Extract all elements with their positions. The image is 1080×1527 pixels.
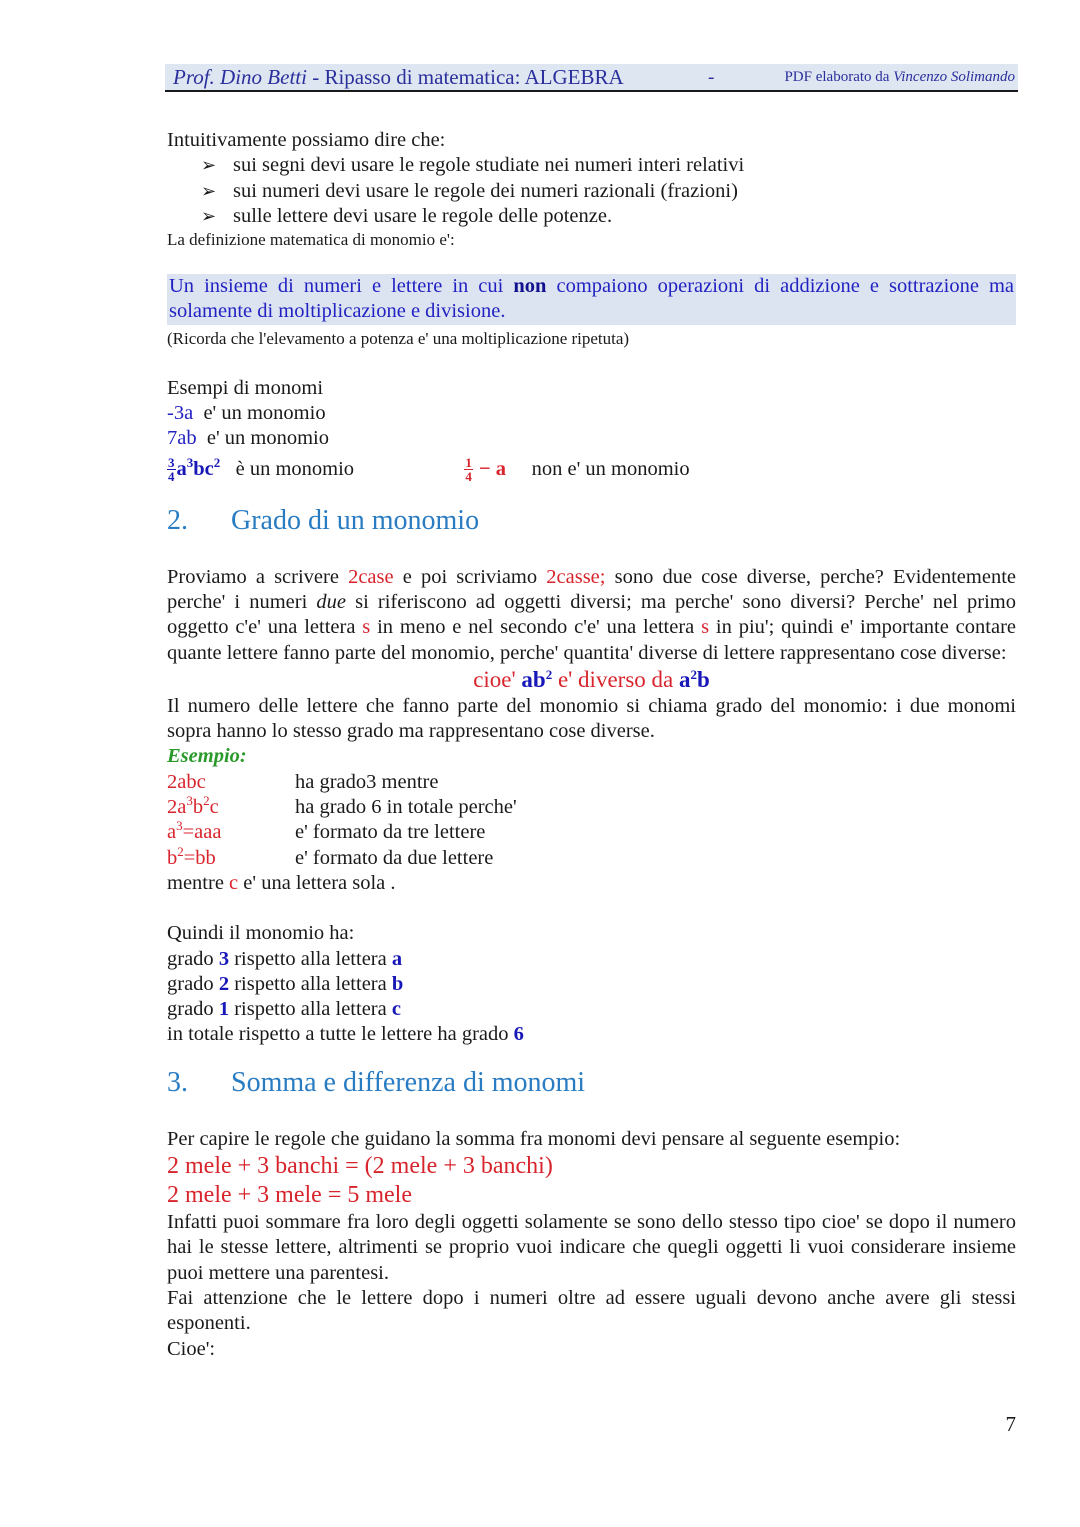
example-expr: -3a xyxy=(167,402,194,425)
example-row xyxy=(167,843,1016,871)
header-credit-prefix: PDF elaborato da xyxy=(784,69,890,85)
paragraph: Per capire le regole che guidano la somma fra monomi devi pensare al seguente esempio: xyxy=(167,1127,901,1150)
definition-text-2: compaiono operazioni di addizione e sottrazione ma solamente di moltiplicazione e divisione. xyxy=(169,275,1014,323)
grade-row: grado 3 rispetto alla lettera a xyxy=(167,947,403,970)
fraction-numerator: 1 xyxy=(465,455,472,471)
example-text: e' formato da tre lettere xyxy=(295,821,486,844)
definition-bold: non xyxy=(513,275,547,298)
header-credit xyxy=(784,69,1015,86)
arrow-bullet-icon: ➢ xyxy=(201,180,217,201)
paragraph: Cioe': xyxy=(167,1337,216,1360)
example-row xyxy=(167,770,1016,795)
definition-lead: La definizione matematica di monomio e': xyxy=(167,230,455,250)
section-number: 3. xyxy=(167,1066,188,1098)
example-row xyxy=(167,426,1016,451)
example-text: e' un monomio xyxy=(206,427,329,450)
example-row xyxy=(167,454,1016,484)
definition-box xyxy=(167,274,1016,325)
variable: bc xyxy=(193,457,214,480)
grade-row: grado 2 rispetto alla lettera b xyxy=(167,972,404,995)
intro-bullet xyxy=(201,153,1016,178)
exponent: 2 xyxy=(545,666,553,682)
fraction-denominator: 4 xyxy=(168,469,175,485)
example-row xyxy=(167,401,1016,426)
header-credit-name: Vincenzo Solimando xyxy=(893,69,1015,85)
paragraph: Quindi il monomio ha: xyxy=(167,922,355,945)
monomial: $ab^2$ xyxy=(521,666,553,692)
exponent: 3 xyxy=(186,454,194,470)
example-row xyxy=(167,820,1016,845)
arrow-bullet-icon: ➢ xyxy=(201,205,217,226)
example-expr-non-monomial xyxy=(464,455,506,485)
example-text: non e' un monomio xyxy=(531,457,690,480)
paragraph: Infatti puoi sommare fra loro degli oggetti solamente se sono dello stesso tipo cioe' se dopo il numero hai le stesse lettere, altrimenti se proprio vuoi indicare che quegli oggetti li vuoi considerare insieme puoi mettere una parentesi. xyxy=(167,1211,1016,1284)
section-title: Somma e differenza di monomi xyxy=(231,1066,586,1098)
bullet-text: sui numeri devi usare le regole dei numeri razionali (frazioni) xyxy=(233,179,738,202)
paragraph: Proviamo a scrivere 2case e poi scriviamo 2casse; sono due cose diverse, perche? Evidentemente perche' i numeri due si riferiscono ad oggetti diversi; ma perche' sono diversi? Perche' nel primo oggetto c'e' una lettera s in meno e nel secondo c'e' una lettera s in piu'; quindi e' importante contare quante lettere fanno parte del monomio, perche' quantita' diverse di lettere rappresentano cose diverse: xyxy=(167,565,1016,664)
variable: a xyxy=(176,457,187,480)
fraction xyxy=(167,456,176,483)
fraction-numerator: 3 xyxy=(168,455,175,471)
exponent: 2 xyxy=(213,454,221,470)
intro-bullet xyxy=(201,204,1016,229)
monomial: $a^2b$ xyxy=(678,666,710,692)
highlight-letter: s xyxy=(701,616,710,639)
header-subject: Ripasso di matematica: ALGEBRA xyxy=(324,65,624,89)
example-expr: 2abc xyxy=(167,770,206,793)
highlight-word: 2casse; xyxy=(546,565,606,588)
grade-row: grado 1 rispetto alla lettera c xyxy=(167,998,401,1021)
example-row xyxy=(167,795,1016,820)
expression-rest: − a xyxy=(478,457,506,480)
definition-note: (Ricorda che l'elevamento a potenza e' una moltiplicazione ripetuta) xyxy=(167,328,630,348)
grade-total: in totale rispetto a tutte le lettere ha grado 6 xyxy=(167,1023,524,1046)
equation: 2 mele + 3 banchi = (2 mele + 3 banchi) xyxy=(167,1153,553,1180)
example-text: ha grado 6 in totale perche' xyxy=(295,796,517,819)
page-header xyxy=(165,64,1018,92)
section-heading xyxy=(167,1066,1016,1100)
definition-text-1: Un insieme di numeri e lettere in cui xyxy=(169,275,514,298)
example-expr: 7ab xyxy=(167,427,197,450)
example-expr: $a^3=aaa$ xyxy=(167,818,222,844)
section-number: 2. xyxy=(167,504,188,536)
page-number: 7 xyxy=(1005,1412,1016,1436)
examples-title: Esempi di monomi xyxy=(167,376,324,399)
example-text: è un monomio xyxy=(235,457,355,480)
header-title xyxy=(173,65,624,90)
bullet-text: sulle lettere devi usare le regole delle potenze. xyxy=(233,204,613,227)
header-dash: - xyxy=(708,67,715,88)
example-expr-fraction xyxy=(167,454,221,485)
example-text: e' formato da due lettere xyxy=(295,846,494,869)
intro-bullet xyxy=(201,179,1016,204)
comparison-line: cioe' $ab^2$ e' diverso da $a^2b$ xyxy=(473,666,710,692)
intro-lead: Intuitivamente possiamo dire che: xyxy=(167,129,446,151)
emphasis: due xyxy=(316,590,347,613)
highlight-word: 2case xyxy=(348,565,394,588)
fraction-denominator: 4 xyxy=(465,469,472,485)
arrow-bullet-icon: ➢ xyxy=(201,155,217,176)
section-title: Grado di un monomio xyxy=(231,504,480,536)
header-author: Prof. Dino Betti xyxy=(173,65,307,89)
intro-bullet-list xyxy=(167,153,1016,229)
example-expr: $b^2=bb$ xyxy=(167,843,216,869)
highlight-letter: c xyxy=(229,871,239,894)
example-text: e' un monomio xyxy=(203,402,326,425)
bullet-text: sui segni devi usare le regole studiate nei numeri interi relativi xyxy=(233,154,745,177)
highlight-letter: s xyxy=(362,616,371,639)
equation: 2 mele + 3 mele = 5 mele xyxy=(167,1182,412,1209)
paragraph: Fai attenzione che le lettere dopo i numeri oltre ad essere uguali devono anche avere gli stessi esponenti. xyxy=(167,1286,1016,1335)
exponent: 2 xyxy=(690,666,697,682)
paragraph: Il numero delle lettere che fanno parte del monomio si chiama grado del monomio: i due monomi sopra hanno lo stesso grado ma rappresentano cose diverse. xyxy=(167,694,1016,743)
paragraph: mentre c e' una lettera sola . xyxy=(167,871,396,894)
fraction xyxy=(464,456,473,483)
header-separator: - xyxy=(312,65,320,89)
example-expr: $2a^3b^2c$ xyxy=(167,793,219,819)
section-heading xyxy=(167,504,1016,538)
example-label: Esempio: xyxy=(167,745,247,768)
example-text: ha grado3 mentre xyxy=(295,770,439,793)
page-body xyxy=(167,128,1016,1362)
